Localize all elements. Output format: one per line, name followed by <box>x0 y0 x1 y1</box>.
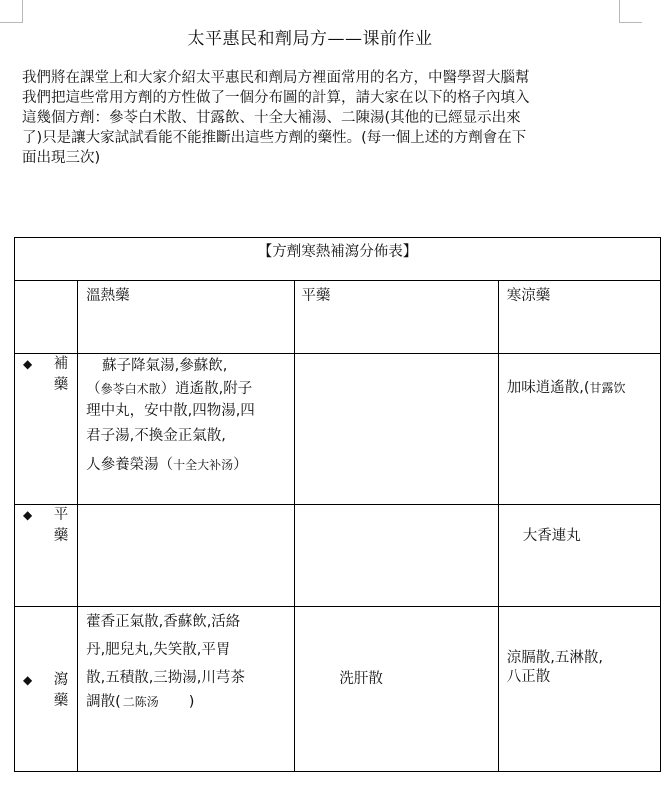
cell-line: 理中丸，安中散,四物湯,四 <box>86 403 255 419</box>
intro-line: 面出現三次) <box>22 150 101 166</box>
header-warm: 溫熱藥 <box>86 288 130 304</box>
page-corner-mark-right <box>619 0 642 23</box>
cell-line: 涼膈散,五淋散, <box>506 650 603 666</box>
diamond-bullet-icon: ◆ <box>23 508 33 522</box>
cell-line: 洗肝散 <box>339 671 383 687</box>
cold-text: 加味逍遙散,( <box>506 380 590 396</box>
paren-close-text: ）逍遙散,附子 <box>160 381 253 397</box>
header-cold: 寒涼藥 <box>506 288 551 304</box>
cell-bu-warm[interactable] <box>78 354 295 505</box>
cell-bu-neutral[interactable] <box>295 354 498 505</box>
cell-ping-warm[interactable] <box>78 505 295 607</box>
paren-close: ) <box>188 694 195 710</box>
cell-ping-neutral[interactable] <box>295 505 498 607</box>
diamond-bullet-icon: ◆ <box>23 357 33 371</box>
paren-open: （ <box>86 381 101 397</box>
header-cold-cell <box>498 281 660 354</box>
cell-xie-neutral[interactable] <box>295 607 498 772</box>
intro-line: 我們將在課堂上和大家介紹太平惠民和劑局方裡面常用的名方，中醫學習大腦幫 <box>22 70 530 86</box>
row-label-top: 瀉 <box>53 672 69 688</box>
header-neutral-cell <box>295 281 498 354</box>
cell-line <box>78 692 294 712</box>
row-label-bottom: 藥 <box>53 377 69 393</box>
cell-line: 君子湯,不換金正氣散, <box>86 428 226 444</box>
row-label-ping <box>15 505 78 607</box>
distribution-table <box>14 237 661 772</box>
cell-line: 大香連丸 <box>522 528 581 544</box>
handwritten-entry: 十全大补汤 <box>173 458 234 472</box>
cell-line: 散,五積散,三拗湯,川芎茶 <box>86 670 245 686</box>
row-label-xie <box>15 607 78 772</box>
intro-paragraph <box>22 68 622 168</box>
intro-line: 了)只是讓大家試試看能不能推斷出這些方劑的藥性。(每一個上述的方劑會在下 <box>22 130 527 146</box>
cell-line: 蘇子降氣湯,參蘇飲, <box>102 358 228 374</box>
cell-line <box>499 354 660 397</box>
paren-close: ） <box>233 457 248 473</box>
cell-line <box>78 378 294 400</box>
cell-line: 丹,肥兒丸,失笑散,平胃 <box>86 642 231 658</box>
row-label-bottom: 藥 <box>53 693 69 709</box>
cell-bu-cold[interactable] <box>498 354 660 505</box>
cell-xie-warm[interactable] <box>78 607 295 772</box>
cell-line <box>78 450 294 480</box>
row-label-top: 平 <box>53 507 69 523</box>
handwritten-entry: 甘露饮 <box>589 381 626 395</box>
cell-ping-cold[interactable] <box>498 505 660 607</box>
header-empty-cell <box>15 281 78 354</box>
handwritten-entry: 二陈汤 <box>122 695 159 709</box>
text-prefix: 調散( <box>86 694 121 710</box>
handwritten-entry: 參苓白术散 <box>100 382 161 396</box>
row-label-top: 補 <box>53 356 69 372</box>
intro-line: 我們把這些常用方劑的方性做了一個分布圖的計算，請大家在以下的格子內填入 <box>22 90 530 106</box>
document-title: 太平惠民和劑局方——课前作业 <box>187 29 433 49</box>
page-corner-mark-left <box>0 0 23 23</box>
cell-line: 八正散 <box>506 669 551 685</box>
header-neutral: 平藥 <box>301 288 331 304</box>
table-caption-cell <box>15 238 661 281</box>
text-prefix: 人參養榮湯（ <box>86 457 174 473</box>
row-label-bu <box>15 354 78 505</box>
cell-line: 藿香正氣散,香蘇飲,活絡 <box>86 614 241 630</box>
row-label-bottom: 藥 <box>53 528 69 544</box>
header-warm-cell <box>78 281 295 354</box>
diamond-bullet-icon: ◆ <box>23 673 33 687</box>
table-caption: 【方劑寒熱補瀉分佈表】 <box>257 244 418 260</box>
intro-line: 這幾個方劑：參苓白术散、甘露飲、十全大補湯、二陳湯(其他的已經显示出來 <box>22 110 521 126</box>
cell-xie-cold[interactable] <box>498 607 660 772</box>
